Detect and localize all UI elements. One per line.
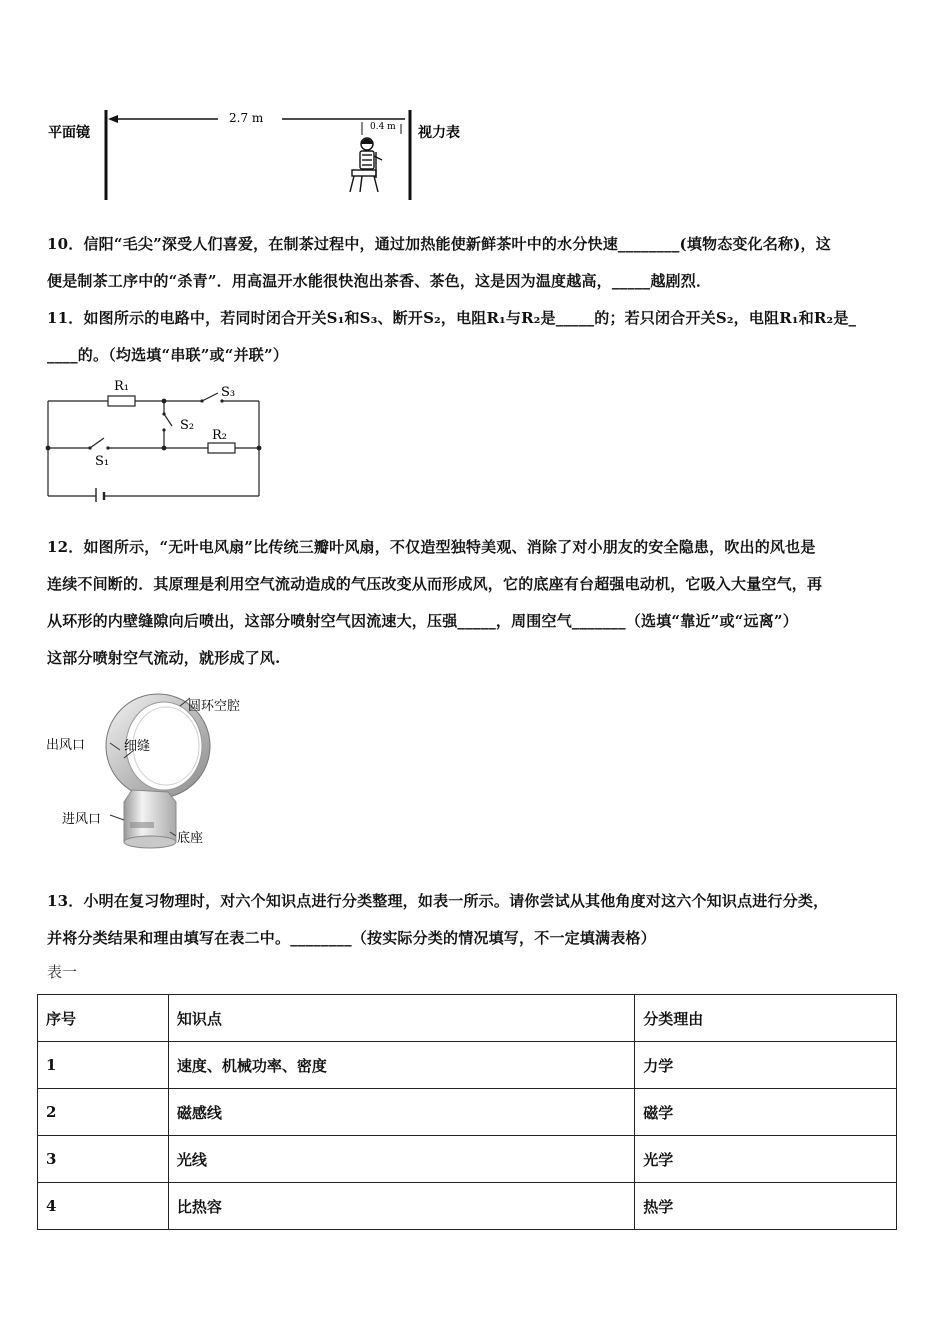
question-12-line: 12．如图所示，“无叶电风扇”比传统三瓣叶风扇，不仅造型独特美观、消除了对小朋友的安全隐患，吹出的风也是 bbox=[47, 538, 816, 556]
question-12 bbox=[47, 529, 907, 677]
question-11 bbox=[47, 300, 907, 374]
table-row bbox=[38, 1183, 897, 1230]
seated-person-icon bbox=[350, 138, 382, 192]
table-cell: 3 bbox=[38, 1136, 169, 1183]
r2-label: R₂ bbox=[212, 428, 227, 443]
table-cell: 磁学 bbox=[635, 1089, 897, 1136]
table-caption: 表一 bbox=[47, 963, 78, 981]
question-10-line: 便是制茶工序中的“杀青”．用高温开水能很快泡出茶香、茶色，这是因为温度越高，_____越剧烈． bbox=[47, 272, 712, 290]
slit-label: 细缝 bbox=[124, 739, 151, 754]
small-distance-label: 0.4 m bbox=[370, 122, 396, 132]
mirror-label: 平面镜 bbox=[48, 125, 90, 141]
bladeless-fan-figure bbox=[40, 690, 260, 860]
table-cell: 1 bbox=[38, 1042, 169, 1089]
inlet-label: 进风口 bbox=[62, 812, 102, 827]
table-cell: 光线 bbox=[168, 1136, 634, 1183]
question-12-line: 从环形的内壁缝隙向后喷出，这部分喷射空气因流速大，压强_____，周围空气_______（选填“靠近”或“远离”） bbox=[47, 612, 798, 630]
circuit-diagram bbox=[40, 372, 280, 502]
question-13-line: 并将分类结果和理由填写在表二中。________（按实际分类的情况填写，不一定填满表格） bbox=[47, 929, 656, 947]
question-11-line: ____的。（均选填“串联”或“并联”） bbox=[47, 346, 289, 364]
s1-label: S₁ bbox=[95, 454, 110, 469]
s2-label: S₂ bbox=[180, 418, 195, 433]
question-10 bbox=[47, 226, 907, 300]
header-cell: 序号 bbox=[38, 995, 169, 1042]
resistor-r2 bbox=[208, 443, 235, 453]
header-cell: 分类理由 bbox=[635, 995, 897, 1042]
table-cell: 力学 bbox=[635, 1042, 897, 1089]
table-cell: 4 bbox=[38, 1183, 169, 1230]
question-12-line: 这部分喷射空气流动，就形成了风. bbox=[47, 649, 281, 667]
question-13-line: 13．小明在复习物理时，对六个知识点进行分类整理，如表一所示。请你尝试从其他角度对这六个知识点进行分类， bbox=[47, 892, 829, 910]
question-10-line: 10．信阳“毛尖”深受人们喜爱，在制茶过程中，通过加热能使新鲜茶叶中的水分快速________(填物态变化名称)，这 bbox=[47, 235, 831, 253]
table-row bbox=[38, 1089, 897, 1136]
table-row bbox=[38, 1042, 897, 1089]
question-13 bbox=[47, 883, 907, 957]
table-header-row bbox=[38, 995, 897, 1042]
table-cell: 光学 bbox=[635, 1136, 897, 1183]
table-row bbox=[38, 1136, 897, 1183]
outlet-label: 出风口 bbox=[46, 738, 86, 753]
s3-label: S₃ bbox=[221, 385, 236, 400]
question-12-line: 连续不间断的．其原理是利用空气流动造成的气压改变从而形成风，它的底座有台超强电动机，它吸入大量空气，再 bbox=[47, 575, 823, 593]
question-11-line: 11．如图所示的电路中，若同时闭合开关S₁和S₃、断开S₂，电阻R₁与R₂是_____的；若只闭合开关S₂，电阻R₁和R₂是_ bbox=[47, 309, 857, 327]
table-cell: 2 bbox=[38, 1089, 169, 1136]
base-label: 底座 bbox=[177, 831, 204, 846]
vision-test-figure bbox=[40, 100, 480, 210]
classification-table bbox=[37, 994, 897, 1230]
table-cell: 比热容 bbox=[168, 1183, 634, 1230]
table-cell: 热学 bbox=[635, 1183, 897, 1230]
resistor-r1 bbox=[108, 396, 135, 406]
chart-label: 视力表 bbox=[418, 125, 460, 141]
distance-label: 2.7 m bbox=[229, 111, 264, 125]
header-cell: 知识点 bbox=[168, 995, 634, 1042]
table-cell: 磁感线 bbox=[168, 1089, 634, 1136]
r1-label: R₁ bbox=[114, 379, 129, 394]
ring-cavity-label: 圆环空腔 bbox=[188, 699, 241, 714]
table-cell: 速度、机械功率、密度 bbox=[168, 1042, 634, 1089]
